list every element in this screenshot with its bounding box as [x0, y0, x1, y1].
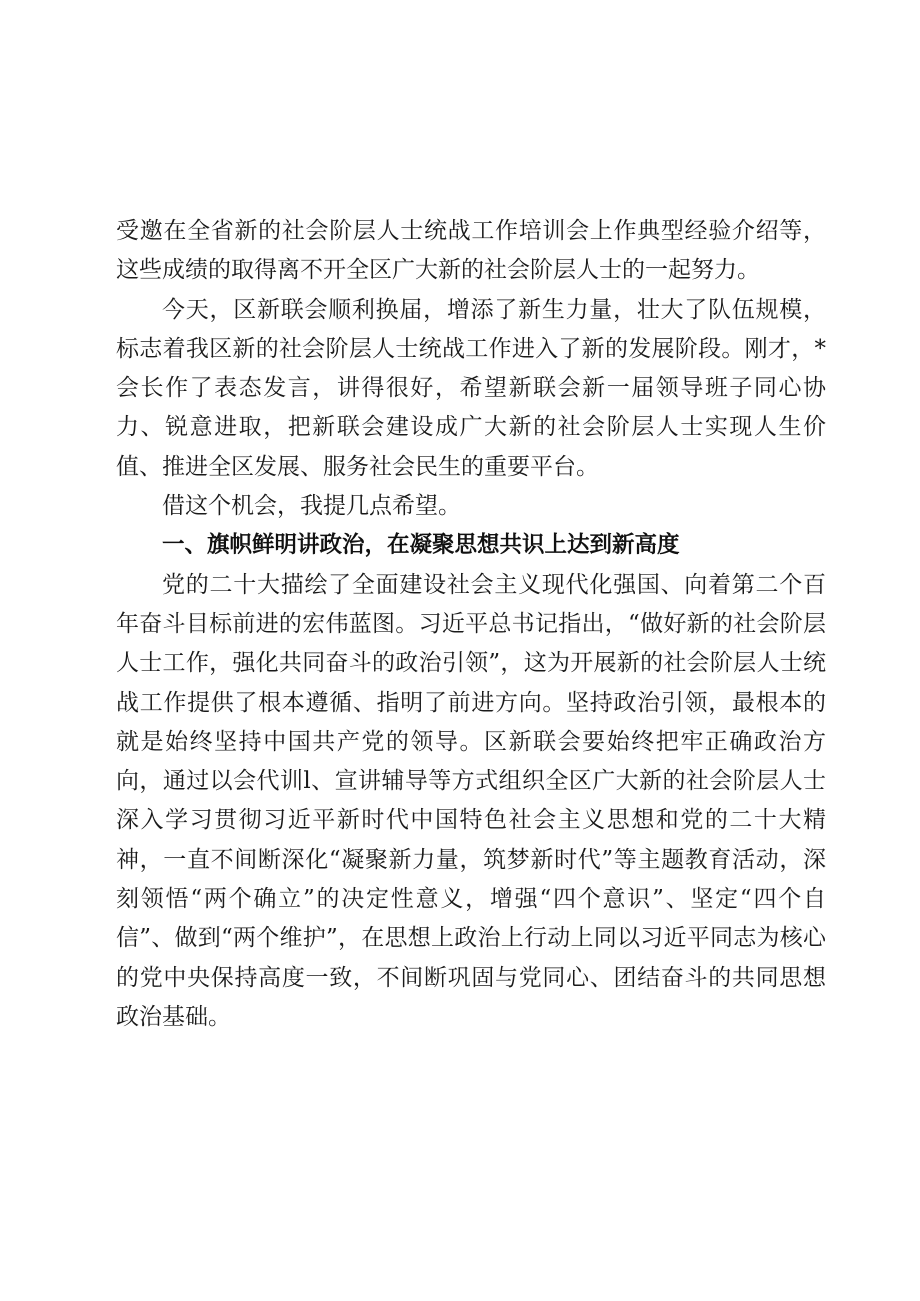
document-body: [116, 212, 826, 1037]
section-heading-1: 一、旗帜鲜明讲政治，在凝聚思想共识上达到新高度: [162, 532, 680, 559]
paragraph-1: 受邀在全省新的社会阶层人士统战工作培训会上作典型经验介绍等，这些成绩的取得离不开全区广大新的社会阶层人士的一起努力。: [116, 218, 826, 284]
paragraph-2: 今天，区新联会顺利换届，增添了新生力量，壮大了队伍规模，标志着我区新的社会阶层人士统战工作进入了新的发展阶段。刚才，*会长作了表态发言，讲得很好，希望新联会新一届领导班子同心协力、锐意进取，把新联会建设成广大新的社会阶层人士实现人生价值、推进全区发展、服务社会民生的重要平台。: [116, 296, 826, 480]
paragraph-4: 党的二十大描绘了全面建设社会主义现代化强国、向着第二个百年奋斗目标前进的宏伟蓝图。习近平总书记指出，“做好新的社会阶层人士工作，强化共同奋斗的政治引领”，这为开展新的社会阶层人士统战工作提供了根本遵循、指明了前进方向。坚持政治引领，最根本的就是始终坚持中国共产党的领导。区新联会要始终把牢正确政治方向，通过以会代训l、宣讲辅导等方式组织全区广大新的社会阶层人士深入学习贯彻习近平新时代中国特色社会主义思想和党的二十大精神，一直不间断深化“凝聚新力量，筑梦新时代”等主题教育活动，深刻领悟“两个确立”的决定性意义，增强“四个意识”、坚定“四个自信”、做到“两个维护”，在思想上政治上行动上同以习近平同志为核心的党中央保持高度一致，不间断巩固与党同心、团结奋斗的共同思想政治基础。: [116, 571, 826, 1030]
paragraph-3: 借这个机会，我提几点希望。: [162, 493, 461, 520]
